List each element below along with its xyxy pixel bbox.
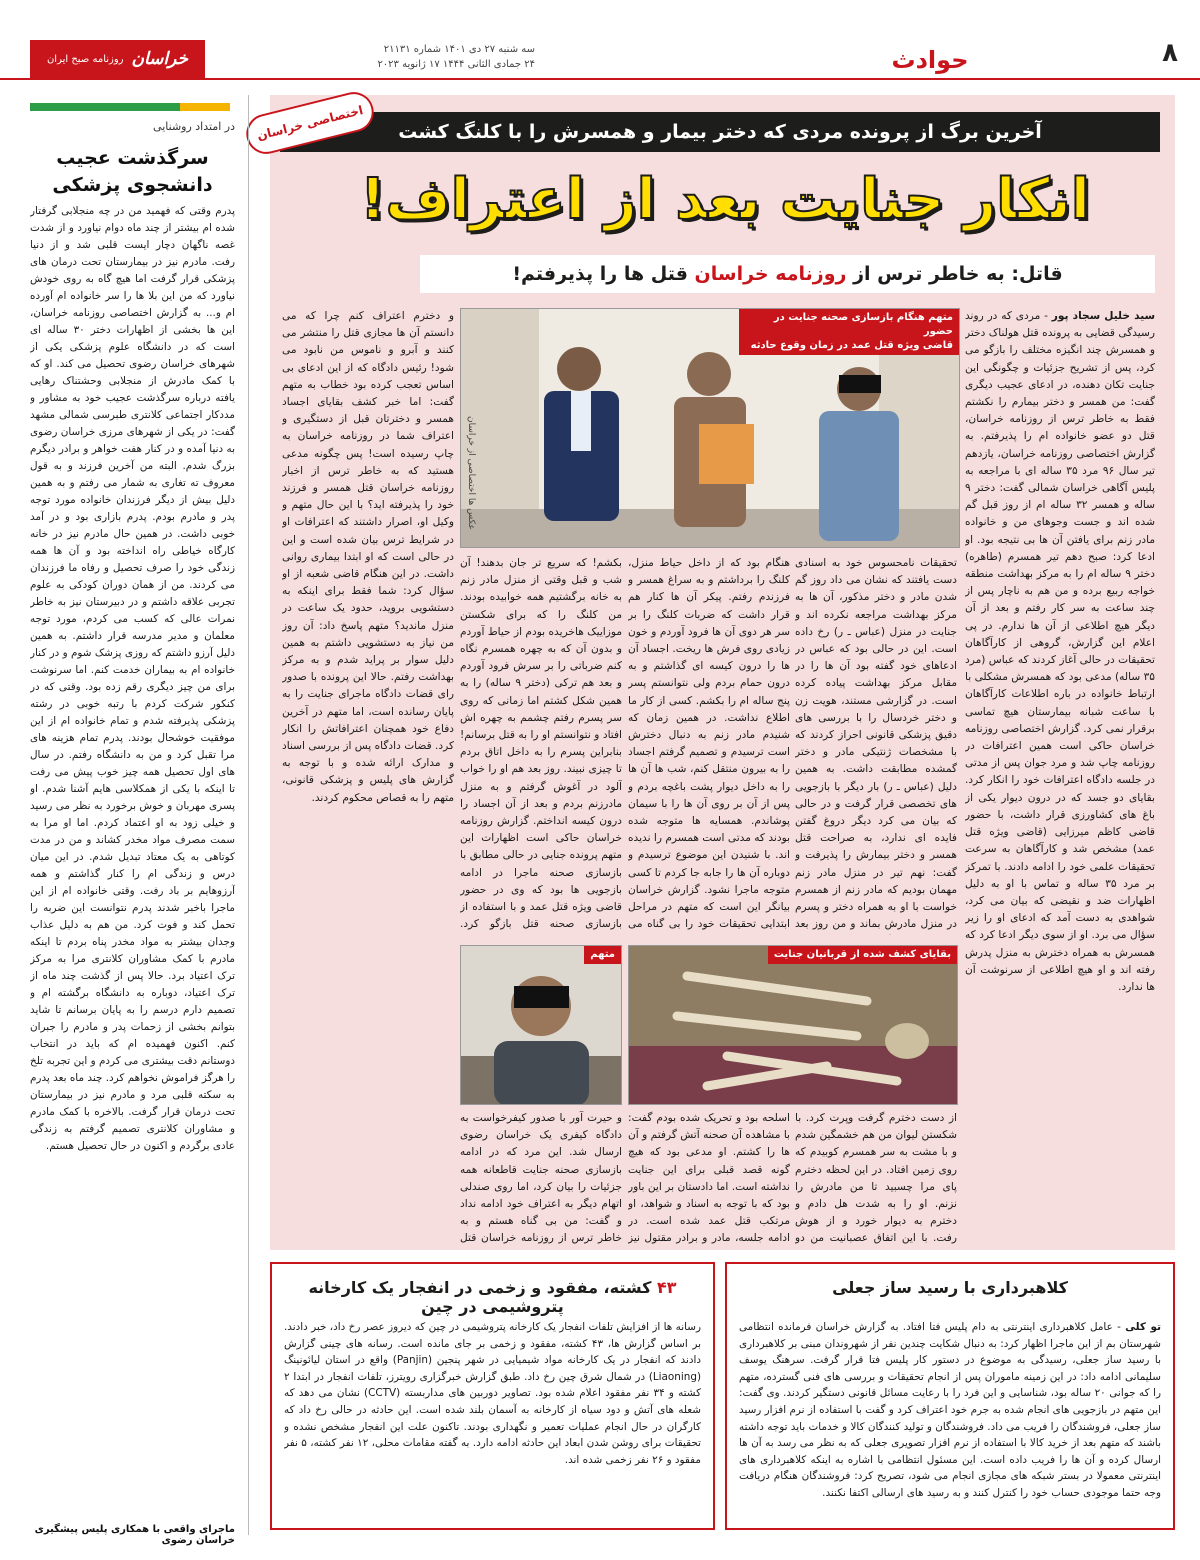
article-column-5: و دخترم اعتراف کنم چرا که می دانستم آن ها مجازی قتل را منتشر می کنند و آبرو و ناموس من نابود می شود! رئیس دادگاه که از این ادعای بی اساس تعجب کرده بود خطاب به متهم گفت: اما خبر کشف بقایای اجساد همسر و دخترتان قبل از دستگیری و اعتراف شما در روزنامه خراسان به چاپ رسیده است! پس چگونه مدعی هستید که به خاطر ترس از اخبار روزنامه خراسان قتل همسر و فرزند خود را پذیرفته اید؟ با این حال متهم و وکیل او، اصرار داشتند که اعترافات او در شرایط ترس بیان شده است و این در حالی است که او ابتدا بیماری روانی داشت. در این هنگام قاضی شعبه از او سؤال کرد: شما فقط برای اینکه به دستشویی بروید، حدود یک ساعت در منزل ماندید؟ متهم پاسخ داد: آن روز من نیاز به دستشویی داشتم به همین دلیل سوار بر پراید شدم و به مرکز بهداشت رفتم. حالا این پرونده با صدور رای قضات دادگاه ماجرای جنایت را به پایان رسانده است، اما متهم در آخرین دفاع خود همچنان اعترافاتش را انکار کرد. قضات دادگاه پس از بررسی اسناد و مدارک ارائه شده و با توجه به گزارش های پلیس و پزشکی قانونی، متهم را به قصاص محکوم کردند. bbox=[282, 310, 454, 804]
issue-info bbox=[215, 42, 535, 72]
article-column-7: اسلحه بود و تحریک شده بودم گفت: با مشاهده آن صحنه آتش گرفتم و آن ها را کشتم. او مدعی بود که هیچ گونه قصد قبلی برای این جنایت نداشته است. اما دادستان بر این باور بود که با توجه به اسناد و شواهد، او مرتکب قتل عمد شده است. در ادامه جلسه، مادر و برادر مقتول نیز bbox=[628, 1112, 790, 1245]
top-caption-line1: متهم هنگام بازسازی صحنه جنایت در حضور bbox=[773, 312, 953, 337]
sidebar-kicker: در امتداد روشنایی bbox=[153, 120, 235, 133]
logo-tagline: روزنامه صبح ایران bbox=[46, 53, 124, 65]
section-title: حوادث bbox=[891, 46, 969, 74]
exclusive-stamp: اختصاصی خراسان bbox=[242, 88, 378, 158]
blast-title bbox=[282, 1278, 703, 1316]
subhead-red-part: روزنامه خراسان bbox=[694, 263, 847, 285]
issue-hijri-line: ۲۴ جمادی الثانی ۱۴۴۴ ۱۷ ژانویه ۲۰۲۳ bbox=[377, 59, 535, 70]
blast-title-number: ۴۳ bbox=[657, 1278, 677, 1297]
sidebar-title bbox=[30, 145, 235, 199]
column-1-text: - مردی که در روند رسیدگی قضایی به پرونده قتل هولناک دختر و همسرش چند انگیزه مختلف را بازگو می کرد، پس از تشریح جزئیات و چگونگی این جنایت تکان دهنده، در ادعای عجیب دیگری گفت: من همسر و دختر بیمارم را نکشتم فقط به خاطر ترس از روزنامه خراسان، قتل دو عضو خانواده ام را پذیرفتم. به گزارش اختصاصی روزنامه خراسان، یازدهم تیر سال ۹۶ مرد ۳۵ ساله ای با مراجعه به پلیس آگاهی خراسان شمالی گفت: دختر ۹ ساله و همسر ۳۲ ساله ام از روز قبل گم شده اند و جست وجوهای من و خانواده مادر زنم برای یافتن آن ها بی نتیجه بود. او ادعا کرد: صبح دهم تیر همسرم (طاهره) دختر ۹ ساله ام را به مرکز بهداشت منطقه خواجه ربیع برده و من هم به ناچار پس از چند ساعت به سر کار رفتم و بعد از آن دیگر هیچ اطلاعی از آن ها ندارم. در پی اعلام این گزارش، گروهی از کارآگاهان تحقیقات در حالی آغاز کردند که عباس (مرد ۳۵ ساله) مدعی بود که همسرش مشکلی با ارتباط خانواده در باره اطلاعات کارآگاهان با ساعت شبانه بیمارستان هیچ تماسی برقرار نمی کرد. گزارش اختصاصی روزنامه خراسان حاکی است همین اعترافات در روزنامه چاپ شد و مرد جوان پس از مدتی در جلسه دادگاه اعترافات خود را انکار کرد. بقایای دو جسد که در درون دیوار یکی از باغ های کشاورزی قرار داشت، با حضور قاضی کاظم میرزایی (قاضی ویژه قتل عمد) مشخص شد و کارآگاهان به سرعت تحقیقات علمی خود را ادامه دادند. با تمرکز بر مرد ۳۵ ساله و تماس با او به دلیل اظهارات ضد و نقیضی که بیان می کرد، شواهدی به دست آمد که ادعای او را زیر سؤال می برد. او از سوی دیگر ادعا کرد که همسرش به همراه دخترش به منزل پدرش رفته اند و او هیچ اطلاعی از سرنوشت آن ها ندارد. bbox=[965, 310, 1155, 993]
sidebar-body: پدرم وقتی که فهمید من در چه منجلابی گرفتار شده ام بیشتر از چند ماه دوام نیاورد و از شدت غصه ناگهان دچار ایست قلبی شد و از دنیا رفت. مادرم نیز در بیمارستان تحت درمان های پزشکی قرار گرفت اما هیچ گاه به روی خودش نیاورد که من این بلا ها را سر خانواده ام آورده ام و... به گزارش اختصاصی روزنامه خراسان، این ها بخشی از اظهارات دختر ۳۰ ساله ای است که در دانشگاه علوم پزشکی یکی از شهرهای خراسان رضوی تحصیل می کند. او که با کمک مادرش از منجلابی وحشتناک رهایی یافته درباره سرگذشت عجیب خود به مشاور و مددکار اجتماعی کلانتری طبرسی شمالی مشهد گفت: در یکی از شهرهای مرزی خراسان رضوی به دنیا آمده و در کنار هفت خواهر و برادر دیگرم بزرگ شدم. البته من آخرین فرزند و به قول معروف ته تغاری به شمار می رفتم و به همین دلیل بیش از دیگر فرزندان خانواده مورد توجه پدر و مادرم بودم. پدرم بازاری بود و در آمد خوبی داشت. در همین حال مادرم نیز در خانه کارگاه خیاطی راه انداخته بود و آن ها همه زندگی خود را صرف تحصیل و رفاه ما فرزندان می کردند. من از همان دوران کودکی به علوم تجربی علاقه داشتم و در دبیرستان نیز به خاطر نمرات عالی که کسب می کردم، مورد توجه معلمان و مدیر مدرسه قرار داشتم. به همین دلیل آرزو داشتم که روزی پزشک شوم و در کنار خانواده ام به بیماران خدمت کنم. اما سرنوشت برای من چیز دیگری رقم زده بود. وقتی که در کنکور شرکت کردم با رتبه خوبی در رشته پزشکی پذیرفته شدم و تمام خانواده ام از این موفقیت خوشحال بودند. پدرم تمام هزینه های مرا تقبل کرد و من به دانشگاه رفتم. در سال های اول تحصیل همه چیز خوب پیش می رفت تا اینکه با یکی از همکلاسی هایم آشنا شدم. او پسری مهربان و خوش برخورد به نظر می رسید و خیلی زود به او اعتماد کردم. اما او مرا به سمت مصرف مواد مخدر کشاند و من در مدت کوتاهی به یک معتاد تبدیل شدم. در این میان درس و زندگی ام را کنار گذاشتم و همه آرزوهایم بر باد رفت. وقتی خانواده ام از این ماجرا باخبر شدند پدرم نتوانست این ضربه را تحمل کند و فوت کرد. من هم به دلیل عذاب وجدان بیشتر به مواد مخدر پناه بردم تا اینکه مادرم با کمک مشاوران کلانتری مرا به مرکز ترک اعتیاد برد. حالا پس از گذشت چند ماه از ترک اعتیاد، دوباره به دانشگاه برگشته ام و تصمیم دارم درسم را به پایان برسانم تا شاید بتوانم بخشی از زحمات پدر و مادرم را جبران کنم. اکنون فهمیده ام که باید در انتخاب دوستانم دقت بیشتری می کردم و این تجربه تلخ را هرگز فراموش نخواهم کرد. چند ماه بعد پدرم به سکته قلبی مرد و مادرم نیز در بیمارستان تحت درمان قرار گرفت. بالاخره با کمک مادرم و مشاوران کلانتری تصمیم گرفتم به زندگی عادی برگردم و اکنون در حال تحصیل هستم. bbox=[30, 205, 235, 1152]
article-column-3: هنگام بود که از داخل حیاط منزل، کلنگ را برداشتم و به سراغ همسر و فرزندم رفتم. پیکر آن ها کنار هم قرار داشت که ضربات کلنگ را بر سر هر دوی آن ها فرود آوردم و خون زیادی روی فرش ها ریخت. اجساد آن ها را درون کیسه ای گذاشتم و به درون حمام بردم ولی نتوانستم پسر پنج ساله ام را بکشم. کسی از کار ما اطلاع نداشت. در همین زمان که شنیدم مادر زنم به دنبال دخترش است ترسیدم و تصمیم گرفتم اجساد را به بیرون منتقل کنم، شب ها آن ها را به داخل دیوار پشت باغچه بردم و پس از آن بر روی آن ها را با سیمان پوشاندم. همسایه ها متوجه شده بودند که مدتی است همسرم را ندیده اند. با شنیدن این موضوع ترسیدم و دوباره آن ها را جابه جا کردم تا کسی متوجه ماجرا نشود. گزارش خراسان بیانگر این است که متهم در مراحل ابتدایی تحقیقات خود را بی گناه می bbox=[628, 557, 790, 931]
fraud-text: - عامل کلاهبرداری اینترنتی به دام پلیس فتا افتاد. به گزارش خراسان فرمانده انتظامی شهرستان بم از این ماجرا اظهار کرد: به دنبال شکایت چندین نفر از شهروندان مبنی بر کلاهبرداری با رسید ساز جعلی، رسیدگی به موضوع در دستور کار پلیس فتا قرار گرفت. سرهنگ یوسف سلیمانی ادامه داد: در این زمینه ماموران پس از انجام تحقیقات و بررسی های فنی گسترده، متهم را که جوانی ۲۰ ساله بود، شناسایی و این فرد را با رعایت مسائل قانونی دستگیر کردند. وی گفت: این متهم در بازجویی های انجام شده به جرم خود اعتراف کرد و گفت با استفاده از نرم افزار رسید ساز جعلی، فروشندگان را فریب می داد. فروشندگان و تولید کنندگان کالا و خدمات باید توجه داشته باشند که متهم بعد از خرید کالا با استفاده از نرم افزار تصویری جعلی که به نظر می رسد به آن ها ارسال کرده و آن ها را فریب داده است. این مسئول انتظامی با اشاره به اینکه کلاهبرداری های اینترنتی معمولا در بستر شبکه های مجازی انجام می شود، تصریح کرد: فروشندگان هنگام دریافت وجه حتما موجودی حساب خود را کنترل کنند و به رسید های ارسالی اکتفا نکنند. bbox=[739, 1321, 1161, 1499]
article-column-8: و حیرت آور با صدور کیفرخواست به دادگاه کیفری یک خراسان رضوی ارسال شد. این مرد که در ادامه بازسازی صحنه جنایت قاطعانه همه جزئیات را بیان کرد، اما روی صندلی اتهام دیگر به اعتراف خود ادامه نداد و گفت: من بی گناه هستم و به خاطر ترس از روزنامه خراسان قتل bbox=[460, 1112, 622, 1245]
sidebar-color-strip bbox=[30, 103, 230, 111]
subhead-part-a: قاتل: به خاطر ترس از bbox=[853, 263, 1063, 285]
article-subheadline bbox=[420, 255, 1155, 293]
article-headline: انکار جنایت بعد از اعتراف! bbox=[360, 167, 1090, 232]
article-byline: سید خلیل سجاد پور bbox=[1051, 310, 1155, 322]
issue-date-line: سه شنبه ۲۷ دی ۱۴۰۱ شماره ۲۱۱۳۱ bbox=[383, 44, 535, 55]
subhead-part-b: قتل ها را پذیرفتم! bbox=[512, 263, 688, 285]
article-kicker: آخرین برگ از پرونده مردی که دختر بیمار و همسرش را با کلنگ کشت bbox=[280, 112, 1160, 152]
suspect-photo bbox=[460, 945, 622, 1105]
bones-caption: بقایای کشف شده از قربانیان جنایت bbox=[768, 946, 957, 964]
newspaper-logo[interactable] bbox=[30, 40, 205, 78]
header-rule bbox=[0, 78, 1200, 80]
sidebar-title-line1: سرگذشت عجیب bbox=[56, 147, 209, 169]
photo-credit: عکس ها اختصاصی از خراسان bbox=[466, 416, 476, 530]
blast-title-text: کشته، مفقود و زخمی در انفجار یک کارخانه پتروشیمی در چین bbox=[308, 1278, 652, 1316]
article-column-4: بکشم! که سریع تر جان بدهند! آن شب و قبل وقتی از منزل مادر زنم به خانه برگشتیم همه خوابیده بودند. من کلنگ را که برای شکستن موزاییک هاخریده بودم از حیاط آوردم و بدون آن که به چهره همسرم نگاه کنم ضرباتی را بر سرش فرود آوردم و بعد هم ترکی (دختر ۹ ساله) را به همین شکل کشتم اما زمانی که روی سر پسرم رفتم چشمم به چهره اش افتاد و نتوانستم او را به قتل برسانم! بنابراین پسرم را به داخل اتاق بردم تا چیزی نبیند. روز بعد هم او را خواب آلود در آغوش گرفتم و به منزل مادرزنم بردم و بعد از آن اجساد را درون کیسه انداختم. گزارش روزنامه خراسان حاکی است اظهارات این متهم پرونده جنایی در حالی مطابق با بازسازی صحنه ماجرا در ادامه بازجویی ها بود که وی در حضور قاضی ویژه قتل عمد و با استفاده از بازسازی صحنه قتل بازگو کرد. bbox=[460, 557, 622, 931]
sidebar-title-line2: دانشجوی پزشکی bbox=[52, 174, 213, 196]
fraud-location: تو کلی bbox=[1125, 1321, 1161, 1333]
fraud-title: کلاهبرداری با رسید ساز جعلی bbox=[832, 1278, 1068, 1297]
article-column-2: تحقیقات نامحسوس خود به اسنادی دست یافتند که نشان می داد روز گم شدن مادر و دختر مذکور، آن ها به مرکز بهداشت مراجعه نکرده اند و جنایت در منزل (عباس ـ ر) رخ داده است. این در حالی بود که عباس در ادعاهای خود گفته بود آن ها را در مقابل مرکز بهداشت پیاده کرده است. در گزارشی مستند، هویت زن و دختر خردسال را با بررسی های دقیق پزشکی قانونی احراز کردند که با مشخصات ژنتیکی مادر و دختر گمشده مطابقت داشت. به همین دلیل (عباس ـ ر) بار دیگر با بازجویی های تخصصی قرار گرفت و در حالی که بیان می کرد دیگر دروغ گفتن فایده ای ندارد، به صراحت قتل همسر و دختر بیمارش را پذیرفت و گفت: نهم تیر در منزل مادر زنم مهمان بودیم که مادر زنم از همسرم خواست با او به همراه دختر و پسرم در منزل مادرش بماند و من روز بعد bbox=[795, 557, 957, 931]
logo-brand: خراسان bbox=[131, 49, 189, 69]
suspect-caption: متهم bbox=[584, 946, 621, 964]
blast-news-box bbox=[270, 1262, 715, 1530]
suspect-illustration bbox=[460, 946, 621, 1105]
bones-illustration bbox=[628, 946, 957, 1105]
fraud-news-box bbox=[725, 1262, 1175, 1530]
blast-body: رسانه ها از افزایش تلفات انفجار یک کارخانه پتروشیمی در چین که دیروز عصر رخ داد، خبر دادند. بر اساس گزارش ها، ۴۳ کشته، مفقود و زخمی بر جای مانده است. رسانه های چینی گزارش دادند که انفجار در یک کارخانه مواد شیمیایی در شهر پنجین (Panjin) واقع در استان لیائونینگ (Liaoning) در شمال شرق چین رخ داد. طبق گزارش خبرگزاری رویترز، تلفات انفجار در ابتدا ۲ کشته و ۳۴ نفر مفقود اعلام شده بود. تصاویر دوربین های مداربسته (CCTV) نشان می دهد که شعله های آتش و دود سیاه از کارخانه به آسمان بلند شده است. این حادثه در حالی رخ داد که کارگران در حال انجام عملیات تعمیر و نگهداری بودند. تاکنون علت این انفجار مشخص نشده و تحقیقات برای روشن شدن ابعاد این حادثه ادامه دارد. به گفته مقامات محلی، ۱۲ نفر کشته، ۵ نفر مفقود و ۲۶ نفر زخمی شده اند. bbox=[284, 1321, 701, 1466]
article-column-6: از دست دخترم گرفت وپرت کرد. با شکستن لیوان من هم خشمگین شدم و با مشت به سر همسرم کوبیدم که روی زمین افتاد. در این لحظه دخترم پای مرا چسبید تا من مادرش را نزنم. او را به شدت هل دادم و دخترم به دیوار خورد و از هوش رفت. با این اتفاق عصبانیت من دو bbox=[795, 1112, 957, 1245]
crime-scene-photo bbox=[460, 308, 960, 548]
article-column-1 bbox=[965, 308, 1155, 1248]
page-number: ۸ bbox=[1162, 38, 1178, 68]
sidebar-source: ماجرای واقعی با همکاری پلیس پیشگیری خراسان رضوی bbox=[34, 1524, 235, 1546]
bones-photo bbox=[628, 945, 958, 1105]
sidebar-divider bbox=[248, 95, 249, 1535]
top-caption-line2: قاضی ویژه قتل عمد در زمان وقوع حادثه bbox=[750, 340, 953, 351]
top-photo-caption bbox=[739, 309, 959, 355]
fraud-body bbox=[739, 1319, 1161, 1524]
